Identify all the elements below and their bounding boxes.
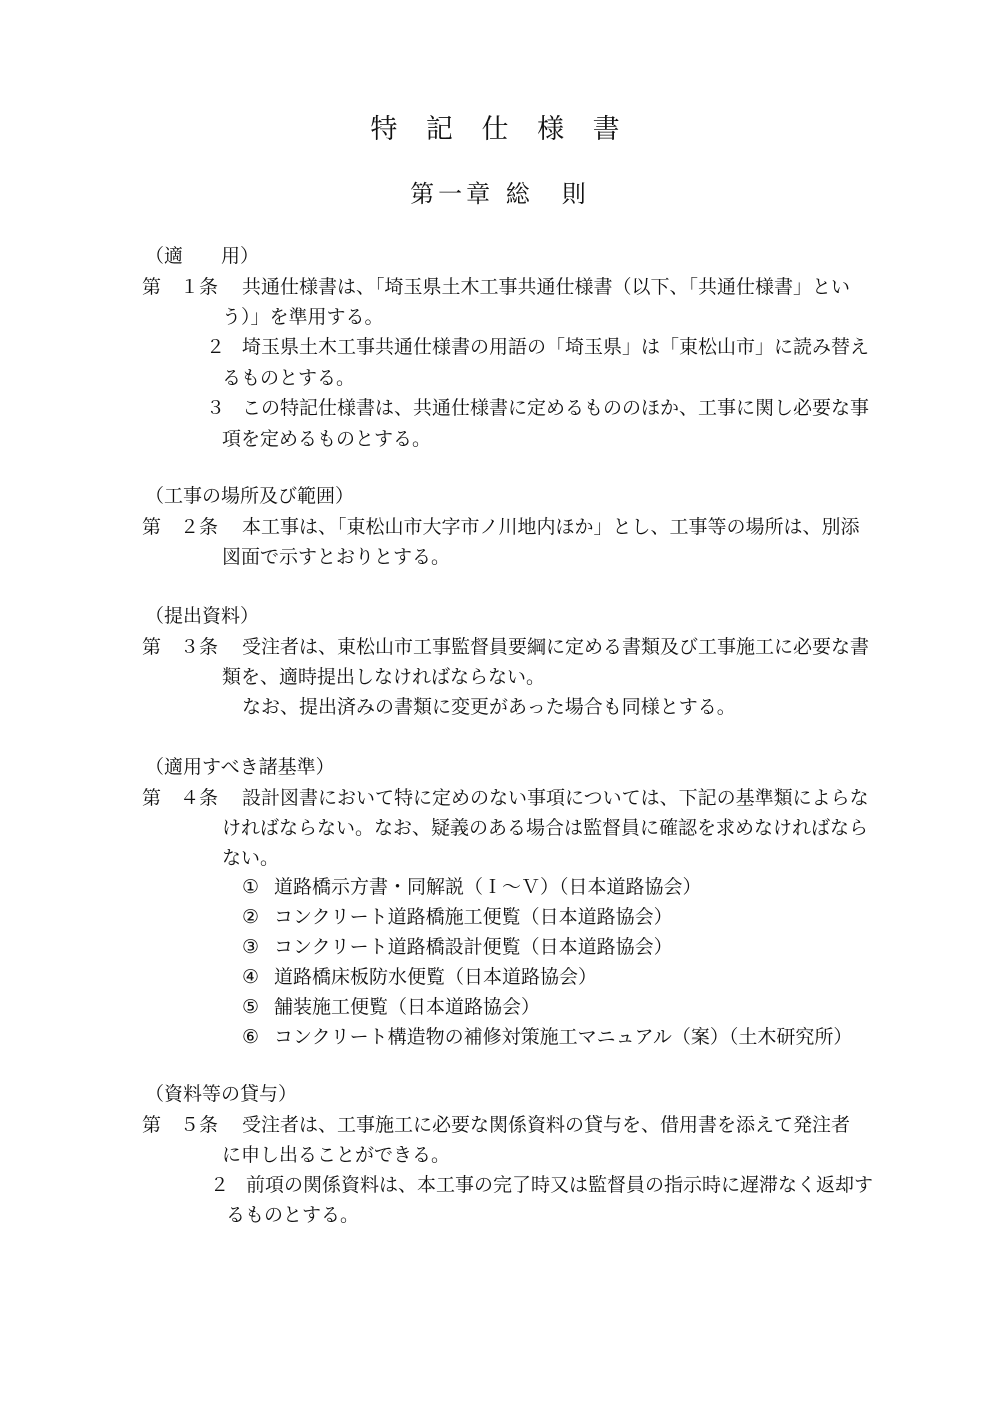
article-text-3-line1: 受注者は、東松山市工事監督員要綱に定める書類及び工事施工に必要な書 <box>242 636 870 658</box>
paragraph-text-1-2-line2: るものとする。 <box>222 367 356 389</box>
article-text-2-line1: 本工事は、「東松山市大字市ノ川地内ほか」とし、工事等の場所は、別添 <box>242 516 860 538</box>
section-heading-1: （適 用） <box>145 245 260 267</box>
item-text: コンクリート道路橋設計便覧（日本道路協会） <box>274 936 673 958</box>
article-text-3-line3: なお、提出済みの書類に変更があった場合も同様とする。 <box>242 696 736 718</box>
article-number-5: 第 ５条 <box>142 1114 219 1136</box>
section-heading-5: （資料等の貸与） <box>145 1083 298 1105</box>
item-marker: ③ <box>242 936 260 958</box>
paragraph-number-1-2: ２ <box>206 336 226 358</box>
item-text: 道路橋示方書・同解説（Ｉ～Ｖ）（日本道路協会） <box>274 876 702 898</box>
standard-list-item-6 <box>242 1025 852 1049</box>
paragraph-text-5-2-line1: 前項の関係資料は、本工事の完了時又は監督員の指示時に遅滞なく返却す <box>246 1174 874 1196</box>
paragraph-number-1-3: ３ <box>206 397 226 419</box>
item-text: コンクリート構造物の補修対策施工マニュアル（案）（土木研究所） <box>274 1026 853 1048</box>
standard-list-item-4 <box>242 965 597 989</box>
article-number-2: 第 ２条 <box>142 516 219 538</box>
item-marker: ⑤ <box>242 996 260 1018</box>
standard-list-item-5 <box>242 995 540 1019</box>
article-number-3: 第 ３条 <box>142 636 219 658</box>
article-text-4-line1: 設計図書において特に定めのない事項については、下記の基準類によらな <box>242 787 869 809</box>
section-heading-2: （工事の場所及び範囲） <box>145 485 355 507</box>
item-marker: ① <box>242 876 260 898</box>
article-text-2-line2: 図面で示すとおりとする。 <box>222 546 451 568</box>
paragraph-text-1-3-line2: 項を定めるものとする。 <box>222 428 432 450</box>
article-number-1: 第 １条 <box>142 276 219 298</box>
paragraph-text-5-2-line2: るものとする。 <box>226 1204 360 1226</box>
paragraph-text-1-3-line1: この特記仕様書は、共通仕様書に定めるもののほか、工事に関し必要な事 <box>242 397 870 419</box>
item-text: 舗装施工便覧（日本道路協会） <box>274 996 541 1018</box>
article-number-4: 第 ４条 <box>142 787 219 809</box>
item-text: 道路橋床板防水便覧（日本道路協会） <box>274 966 598 988</box>
chapter-title: 第一章 総 則 <box>410 180 590 208</box>
article-text-4-line3: ない。 <box>222 847 280 869</box>
paragraph-number-5-2: ２ <box>210 1174 230 1196</box>
standard-list-item-1 <box>242 875 702 899</box>
article-text-1-line2: う）」を準用する。 <box>222 306 384 328</box>
standard-list-item-2 <box>242 905 673 929</box>
paragraph-text-1-2-line1: 埼玉県土木工事共通仕様書の用語の「埼玉県」は「東松山市」に読み替え <box>242 336 870 358</box>
article-text-3-line2: 類を、適時提出しなければならない。 <box>222 666 546 688</box>
document-title: 特 記 仕 様 書 <box>370 114 630 145</box>
article-text-4-line2: ければならない。なお、疑義のある場合は監督員に確認を求めなければなら <box>222 817 869 839</box>
section-heading-3: （提出資料） <box>145 605 260 627</box>
item-marker: ⑥ <box>242 1026 260 1048</box>
standard-list-item-3 <box>242 935 673 959</box>
item-marker: ④ <box>242 966 260 988</box>
item-text: コンクリート道路橋施工便覧（日本道路協会） <box>274 906 673 928</box>
article-text-5-line1: 受注者は、工事施工に必要な関係資料の貸与を、借用書を添えて発注者 <box>242 1114 851 1136</box>
article-text-5-line2: に申し出ることができる。 <box>222 1144 451 1166</box>
item-marker: ② <box>242 906 260 928</box>
article-text-1-line1: 共通仕様書は、「埼玉県土木工事共通仕様書（以下、「共通仕様書」とい <box>242 276 851 298</box>
section-heading-4: （適用すべき諸基準） <box>145 756 335 778</box>
